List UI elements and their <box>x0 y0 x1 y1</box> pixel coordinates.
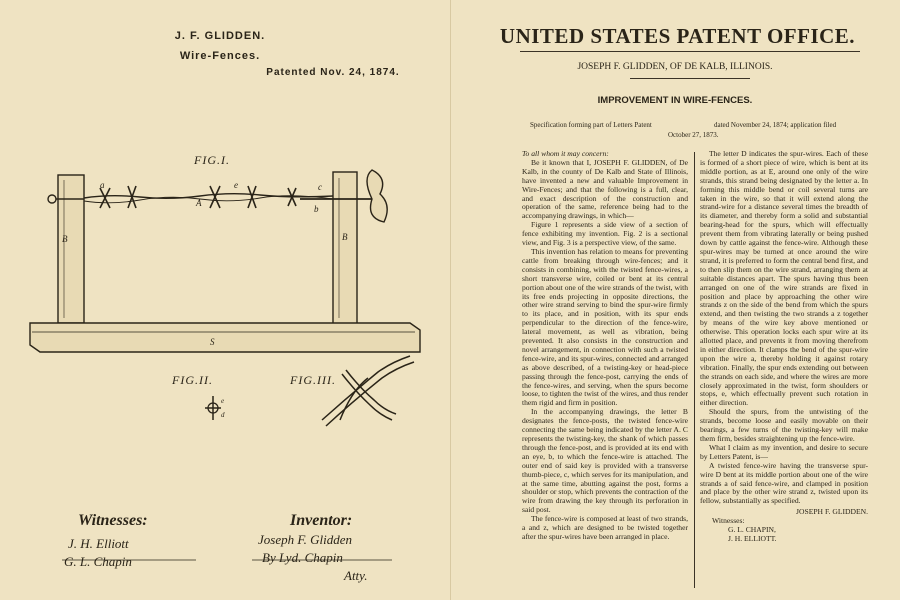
spec-line-right: dated November 24, 1874; application filed <box>714 121 837 129</box>
spec-witness-2: J. H. ELLIOTT. <box>728 533 777 543</box>
right-paragraph: What I claim as my invention, and desire to secure by Letters Patent, is— <box>700 442 868 461</box>
ref-S: S <box>210 337 215 347</box>
attorney-signature: By Lyd. Chapin <box>262 550 343 565</box>
fig2-section <box>205 396 221 420</box>
patent-title: IMPROVEMENT IN WIRE-FENCES. <box>597 95 753 106</box>
fig1-label: FIG.I. <box>194 153 230 167</box>
left-post <box>58 175 84 323</box>
left-paragraph: In the accompanying drawings, the letter B designates the fence-posts, the twisted fence-wire connecting the same being indicated by the letter A. C represents the twisting-key, the shank of which passes through the fence-post, and is provided at its end with an eye, b, to which the fence-wire is attached. The outer end of said key is provided with a transverse thumb-piece, c, which serves for its manipulation, and at the same time, abutting against the post, forms a shoulder or stop, which prevents the contraction of the wire from drawing the key through its perforation in said post. <box>522 407 688 515</box>
title-rule <box>520 51 860 52</box>
left-paragraph: Figure 1 represents a side view of a section of fence exhibiting my invention. Fig. 2 is a sectional view, and Fig. 3 is a perspective view, of the same. <box>522 220 688 248</box>
ref-e-fig2: e <box>221 397 225 405</box>
ref-a: a <box>100 180 105 190</box>
drawing-subject: Wire-Fences. <box>179 50 261 62</box>
base-sill <box>30 323 420 352</box>
left-paragraph: This invention has relation to means for preventing cattle from breaking through wire-fences; and it consists in combining, with the twisted fence-wires, a short transverse wire, coiled or bent at its central portion about one of the wire strands of the twist, with its free ends projecting in opposite directions, the other wire strand serving to bind the spur-wire firmly to its place, and in position, with its spur ends perpendicular to the direction of the fence-wire, lateral movement, as well as vibration, being prevented. It also consists in the construction and novel arrangement, in connection with such a twisted fence-wire, and its spur-wires, connected and arranged as above described, of a twisting-key or head-piece passing through the fence-post, carrying the ends of the fence-wires, and serving, when the spurs become loose, to tighten the twist of the wires, and thus render them rigid and firm in position. <box>522 246 688 408</box>
ref-B-left: B <box>62 234 68 244</box>
fig1-fence <box>30 170 420 352</box>
ref-B-right: B <box>342 232 348 242</box>
ref-e: e <box>234 180 238 190</box>
left-paragraph: The fence-wire is composed at least of two strands, a and z, which are designed to be twisted together after the spur-wires have been arranged in place. <box>522 514 688 541</box>
short-rule <box>630 78 750 79</box>
ref-c: c <box>318 182 322 192</box>
right-post <box>333 172 357 324</box>
right-paragraph: A twisted fence-wire having the transverse spur-wire D bent at its middle portion about one of the wire strands a of said fence-wire, and clamped in position and place by the other wire strand z, twisted upon its fellow, substantially as specified. <box>700 460 868 506</box>
inventor-line: JOSEPH F. GLIDDEN, OF DE KALB, ILLINOIS. <box>577 62 773 72</box>
fig3-twist <box>322 356 414 426</box>
column-divider <box>694 152 695 588</box>
fig2-label: FIG.II. <box>172 373 213 387</box>
inventor-printed-signature: JOSEPH F. GLIDDEN. <box>796 507 868 517</box>
witness-signature-1: J. H. Elliott <box>68 536 129 551</box>
fig3-label: FIG.III. <box>290 373 336 387</box>
office-title: UNITED STATES PATENT OFFICE. <box>499 24 856 48</box>
right-paragraph: Should the spurs, from the untwisting of the strands, become loose and easily movable on their bearings, a few turns of the twisting-key will make them firm, besides straightening up the fence-wire. <box>700 407 868 443</box>
inventor-heading: Inventor: <box>290 512 353 529</box>
ref-b: b <box>314 204 319 214</box>
spec-left-column <box>522 150 688 542</box>
filed-date: October 27, 1873. <box>668 131 719 139</box>
left-paragraph: Be it known that I, JOSEPH F. GLIDDEN, of De Kalb, in the county of De Kalb and State of Illinois, have invented a new and valuable Improvement in Wire-Fences; and that the following is a full, clear, and exact description of the construction and operation of the same, reference being had to the accompanying drawings, in which— <box>522 157 688 221</box>
drawing-inventor-heading: J. F. GLIDDEN. <box>174 30 266 42</box>
right-paragraph: The letter D indicates the spur-wires. Each of these is formed of a short piece of wire, which is bent at its middle portion, as at E, around one only of the wire strands, this strand being designated by the letter a. In forming this middle bend or coil several turns are taken in the wire, so that it will extend along the strand-wire for a distance several times the breadth of its diameter, and thereby form a solid and substantial bearing-head for the spurs, which will effectually prevent them from vibrating laterally or being pushed down by cattle against the fence-wire. Although these spur-wires may be turned at once around the wire strand, it is preferred to form the central bend first, and to then slip them on the wire strand, arranging them at suitable distances apart. The spurs having thus been arranged on one of the wire strands are fixed in position and place by approaching the other wire strands z on the side of the bend from which the spurs extend, and then twisting the two strands a z together by means of the wire key above mentioned or otherwise. This operation locks each spur wire at its allotted place, and prevents it from moving therefrom in either direction. It clamps the bend of the spur-wire upon the wire a, thereby holding it against rotary vibration. Finally, the spur ends extending out between the strands on each side, and where the wires are more closely approximated in the twist, form shoulders or stops, e, which effectually prevent such rotation in either direction. <box>700 149 868 408</box>
spec-witness-1: G. L. CHAPIN, <box>728 525 776 535</box>
attorney-abbrev: Atty. <box>344 568 368 583</box>
salutation: To all whom it may concern: <box>522 149 609 158</box>
spec-witnesses-label: Witnesses: <box>712 516 745 526</box>
spec-line-left: Specification forming part of Letters Patent <box>530 121 652 129</box>
witness-signature-2: G. L. Chapin <box>64 554 132 569</box>
witnesses-heading: Witnesses: <box>78 512 148 529</box>
inventor-signature: Joseph F. Glidden <box>258 532 352 547</box>
thumb-piece <box>367 170 387 222</box>
drawing-patent-date: Patented Nov. 24, 1874. <box>266 67 400 78</box>
ref-d-fig2: d <box>221 411 225 419</box>
ref-A: A <box>196 198 202 208</box>
spec-right-column <box>700 150 868 544</box>
